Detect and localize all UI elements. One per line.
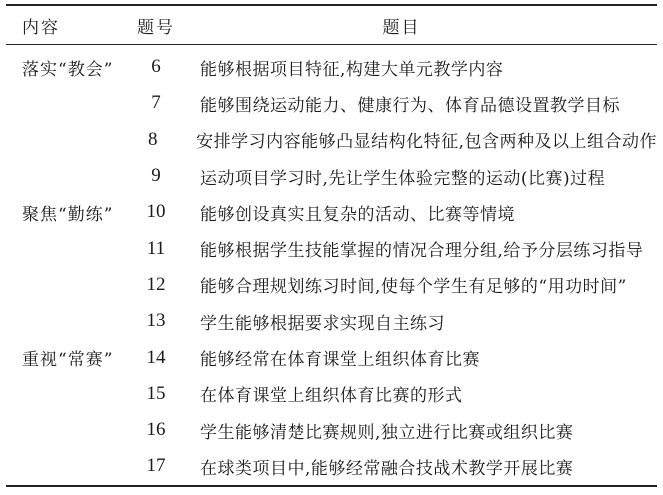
row-number: 11 <box>146 237 166 259</box>
row-item-text: 能够根据项目特征,构建大单元教学内容 <box>200 59 504 80</box>
row-number: 7 <box>151 92 161 114</box>
table-row <box>6 339 657 375</box>
table-row <box>6 158 657 194</box>
row-item-text: 运动项目学习时,先让学生体验完整的运动(比赛)过程 <box>200 168 606 189</box>
row-number: 17 <box>146 455 166 477</box>
table-row <box>6 85 657 121</box>
row-group-label: 重视“常赛” <box>22 350 114 371</box>
row-item-text: 在球类项目中,能够经常融合技战术教学开展比赛 <box>200 458 574 479</box>
row-item-text: 学生能够清楚比赛规则,独立进行比赛或组织比赛 <box>200 422 574 443</box>
header-content: 内容 <box>22 17 60 38</box>
row-number: 16 <box>146 419 166 441</box>
header-item: 题目 <box>382 17 421 38</box>
row-item-text: 安排学习内容能够凸显结构化特征,包含两种及以上组合动作 <box>196 132 657 153</box>
table-row <box>6 303 657 339</box>
table-row <box>6 376 657 412</box>
bottom-rule <box>6 485 657 487</box>
row-item-text: 学生能够根据要求实现自主练习 <box>200 313 445 334</box>
row-group-label: 聚焦“勤练” <box>22 204 114 225</box>
row-item-text: 能够围绕运动能力、健康行为、体育品德设置教学目标 <box>200 95 620 116</box>
row-item-text: 能够创设真实且复杂的活动、比赛等情境 <box>200 204 515 225</box>
row-number: 14 <box>146 346 166 368</box>
row-number: 15 <box>146 382 166 404</box>
row-number: 13 <box>146 310 166 332</box>
table-row <box>6 230 657 266</box>
row-item-text: 能够经常在体育课堂上组织体育比赛 <box>200 350 480 371</box>
table-row <box>6 122 657 158</box>
row-item-text: 能够合理规划练习时间,使每个学生有足够的“用功时间” <box>200 277 627 298</box>
row-number: 6 <box>151 56 161 78</box>
row-item-text: 在体育课堂上组织体育比赛的形式 <box>200 386 463 407</box>
row-number: 12 <box>146 273 166 295</box>
row-group-label: 落实“教会” <box>22 59 114 80</box>
survey-table <box>6 4 657 487</box>
row-number: 8 <box>148 128 158 150</box>
row-number: 10 <box>146 201 166 223</box>
table-row <box>6 267 657 303</box>
table-header <box>6 6 657 44</box>
header-number: 题号 <box>137 17 175 38</box>
row-number: 9 <box>151 165 161 187</box>
table-row <box>6 448 657 484</box>
table-body <box>6 45 657 485</box>
table-row <box>6 49 657 85</box>
table-row <box>6 194 657 230</box>
row-item-text: 能够根据学生技能掌握的情况合理分组,给予分层练习指导 <box>200 241 644 262</box>
table-row <box>6 412 657 448</box>
